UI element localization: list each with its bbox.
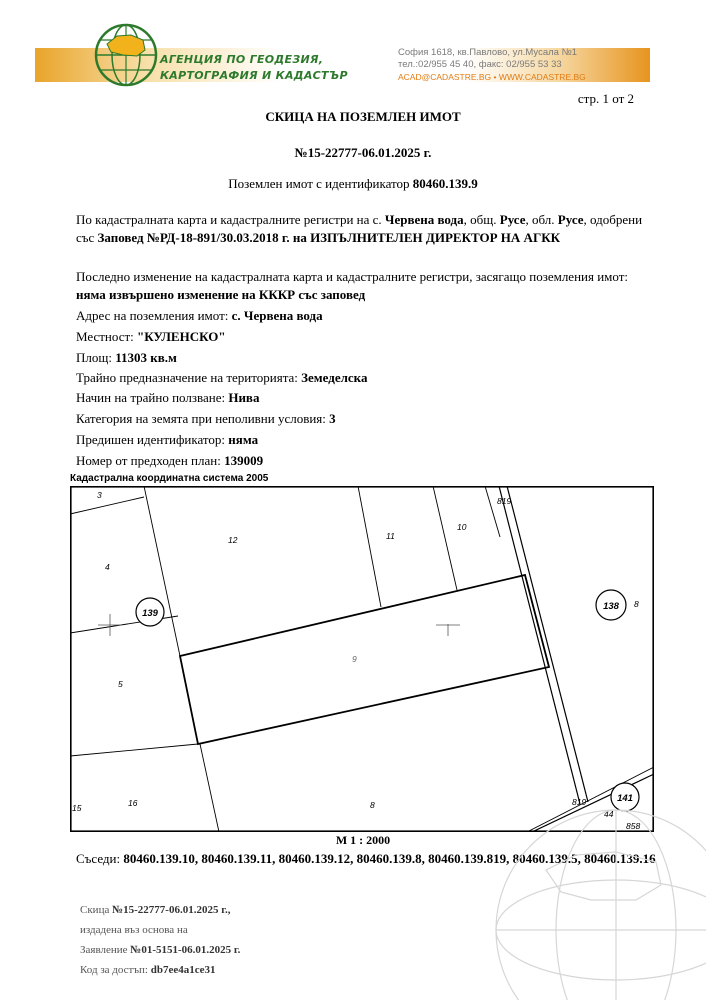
field-value: 3	[329, 411, 336, 426]
field-label: Местност:	[76, 329, 138, 344]
contact-email[interactable]: ACAD@CADASTRE.BG • WWW.CADASTRE.BG	[398, 72, 586, 82]
block-label-139: 139	[142, 608, 158, 619]
field-area	[76, 349, 177, 367]
footer-text: Скица	[80, 904, 113, 916]
last-change-paragraph	[76, 268, 656, 304]
parcel-label-4: 4	[105, 562, 110, 572]
contact-block	[398, 47, 586, 83]
contact-phone: тел.:02/955 45 40, факс: 02/955 53 33	[398, 59, 562, 70]
page-number: стр. 1 от 2	[577, 91, 634, 106]
parcel-label-858: 858	[626, 821, 641, 831]
municipality-name: Русе	[499, 212, 526, 227]
intro-paragraph	[76, 211, 656, 247]
parcel-label-9: 9	[352, 654, 357, 664]
field-label: Адрес на поземления имот:	[76, 308, 232, 323]
field-value: Нива	[228, 390, 260, 405]
agency-line-1: АГЕНЦИЯ ПО ГЕОДЕЗИЯ,	[160, 53, 324, 66]
footer-line-3	[80, 940, 240, 960]
parcel-label-819-top: 819	[497, 496, 512, 506]
parcel-label-44: 44	[604, 809, 614, 819]
field-land-purpose	[76, 369, 367, 387]
field-value: "КУЛЕНСКО"	[137, 329, 226, 344]
parcel-label-16: 16	[128, 798, 138, 808]
field-locality	[76, 328, 226, 346]
footer-block	[80, 900, 240, 980]
block-label-141: 141	[617, 793, 633, 804]
parcel-label-5: 5	[118, 679, 123, 689]
parcel-label-8-right: 8	[634, 599, 639, 609]
field-value: с. Червена вода	[231, 308, 323, 323]
cadastral-map	[70, 486, 654, 832]
document-number: №15-22777-06.01.2025 г.	[294, 145, 432, 160]
footer-line-4	[80, 960, 240, 980]
region-name: Русе	[557, 212, 584, 227]
last-change-value: няма извършено изменение на КККР със заповед	[76, 287, 366, 302]
field-value: няма	[228, 432, 259, 447]
footer-text: Код за достъп:	[80, 964, 151, 976]
agency-name	[160, 52, 348, 84]
field-label: Предишен идентификатор:	[76, 432, 229, 447]
footer-line-1	[80, 900, 240, 920]
field-value: 11303 кв.м	[115, 350, 177, 365]
block-label-138: 138	[603, 601, 619, 612]
intro-text: По кадастралната карта и кадастралните регистри на с.	[76, 212, 385, 227]
parcel-label-8-bottom: 8	[370, 800, 375, 810]
field-label: Начин на трайно ползване:	[76, 390, 229, 405]
field-usage	[76, 389, 259, 407]
field-address	[76, 307, 323, 325]
field-label: Площ:	[76, 350, 116, 365]
footer-line-2: издадена въз основа на	[80, 924, 188, 936]
agency-line-2: КАРТОГРАФИЯ И КАДАСТЪР	[160, 69, 348, 82]
field-previous-plan	[76, 452, 263, 470]
document-title: СКИЦА НА ПОЗЕМЛЕН ИМОТ	[265, 109, 461, 124]
identifier-label: Поземлен имот с идентификатор	[228, 176, 413, 191]
map-frame	[71, 487, 653, 831]
globe-logo-icon	[93, 22, 159, 88]
parcel-label-15: 15	[72, 803, 82, 813]
last-change-label: Последно изменение на кадастралната карта и кадастралните регистри, засягащо поземления имот:	[76, 269, 629, 284]
footer-sketch-number: №15-22777-06.01.2025 г.,	[112, 904, 231, 916]
field-value: 139009	[224, 453, 264, 468]
parcel-label-10: 10	[457, 522, 467, 532]
parcel-label-819-bottom: 819	[572, 797, 587, 807]
approval-order: Заповед №РД-18-891/30.03.2018 г. на ИЗПЪЛНИТЕЛЕН ДИРЕКТОР НА АГКК	[97, 230, 561, 245]
intro-text: , общ.	[463, 212, 500, 227]
footer-text: Заявление	[80, 944, 131, 956]
parcel-label-11: 11	[386, 531, 395, 541]
field-category	[76, 410, 336, 428]
field-label: Номер от предходен план:	[76, 453, 225, 468]
identifier-value: 80460.139.9	[412, 176, 478, 191]
intro-text: , обл.	[525, 212, 558, 227]
parcel-label-3: 3	[97, 490, 102, 500]
identifier-line	[0, 176, 706, 192]
map-scale: М 1 : 2000	[335, 833, 391, 847]
field-value: Земеделска	[301, 370, 368, 385]
footer-access-code[interactable]: db7ee4a1ce31	[150, 964, 216, 976]
watermark-globe-icon	[486, 800, 706, 1000]
field-label: Категория на земята при неполивни условия:	[76, 411, 330, 426]
field-label: Трайно предназначение на територията:	[76, 370, 302, 385]
coordinate-system-label: Кадастрална координатна система 2005	[70, 473, 269, 484]
neighbors-label: Съседи:	[76, 851, 124, 866]
contact-address: София 1618, кв.Павлово, ул.Мусала №1	[398, 47, 578, 58]
field-previous-id	[76, 431, 258, 449]
intro-text: , одобрени със	[76, 212, 643, 245]
footer-application-number: №01-5151-06.01.2025 г.	[130, 944, 241, 956]
neighbors-value: 80460.139.10, 80460.139.11, 80460.139.12, 80460.139.8, 80460.139.819, 80460.139.5, 80460.139.16	[123, 851, 656, 866]
parcel-label-12: 12	[228, 535, 238, 545]
village-name: Червена вода	[384, 212, 464, 227]
